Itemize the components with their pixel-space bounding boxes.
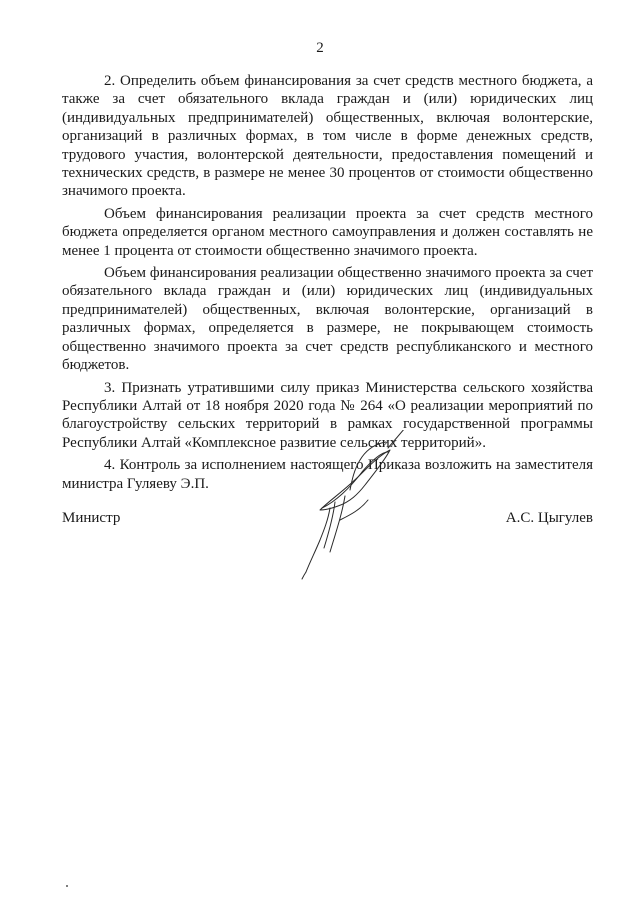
paragraph-4: 4. Контроль за исполнением настоящего Приказа возложить на заместителя министра Гуляеву Э.П. xyxy=(62,457,593,492)
signatory-name: А.С. Цыгулев xyxy=(505,510,593,526)
scan-speck xyxy=(66,885,68,887)
paragraph-2: 2. Определить объем финансирования за счет средств местного бюджета, а также за счет обязательного вклада граждан и (или) юридических лиц (индивидуальных предпринимателей) общественных, включая волонтерские, организаций в различных формах, в том числе в форме денежных средств, трудового участия, волонтерской деятельности, предоставления помещений и технических средств, в размере не менее 30 процентов от стоимости общественно значимого проекта. xyxy=(62,73,593,200)
paragraph-contribution: Объем финансирования реализации общественно значимого проекта за счет обязательного вклада граждан и (или) юридических лиц (индивидуальных предпринимателей) общественных, включая волонтерские, организаций в различных формах, определяется в размере, не покрывающем стоимость общественно значимого проекта за счет средств республиканского и местного бюджетов. xyxy=(62,265,593,374)
signatory-title: Министр xyxy=(62,510,121,526)
paragraph-local-budget: Объем финансирования реализации проекта за счет средств местного бюджета определяется органом местного самоуправления и должен составлять не менее 1 процента от стоимости общественно значимого проекта. xyxy=(62,205,593,259)
paragraph-3: 3. Признать утратившими силу приказ Министерства сельского хозяйства Республики Алтай от 18 ноября 2020 года № 264 «О реализации мероприятий по благоустройству сельских территорий в рамках государственной программы Республики Алтай «Комплексное развитие сельских территорий». xyxy=(62,379,593,451)
handwritten-signature xyxy=(290,430,420,580)
page-number: 2 xyxy=(316,40,324,56)
